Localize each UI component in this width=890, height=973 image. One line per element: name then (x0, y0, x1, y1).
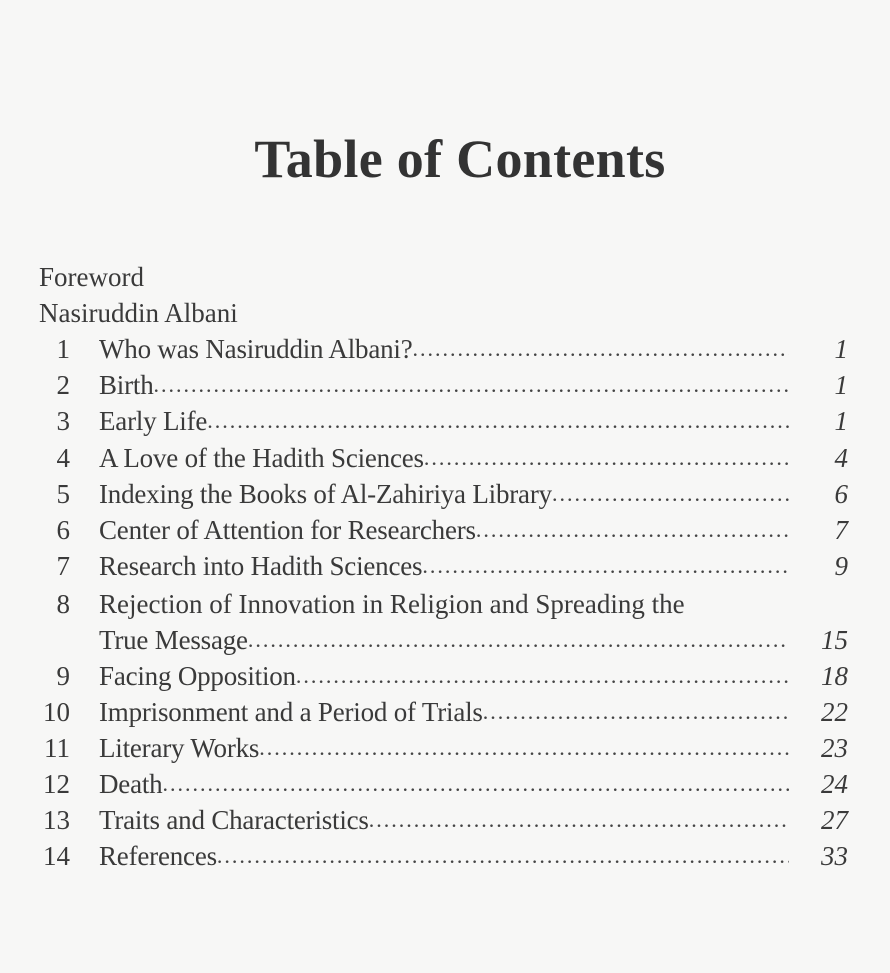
toc-entry-title: Early Life (99, 406, 208, 436)
toc-entry-title: Traits and Characteristics (99, 805, 369, 835)
dot-leader (248, 622, 789, 658)
heading-nasiruddin-albani: Nasiruddin Albani (39, 298, 238, 328)
toc-entry[interactable] (0, 331, 890, 367)
toc-entry-number: 5 (56, 479, 70, 509)
toc-entry[interactable] (0, 766, 890, 802)
toc-entry-page: 4 (834, 443, 848, 473)
toc-entry-page: 7 (834, 515, 848, 545)
toc-entry-page: 1 (834, 334, 848, 364)
toc-entry-title: Birth (99, 370, 154, 400)
dot-leader (424, 440, 789, 476)
heading-foreword: Foreword (39, 262, 144, 292)
dot-leader (369, 802, 789, 838)
toc-entry[interactable] (0, 367, 890, 403)
toc-entry-number: 14 (43, 841, 70, 871)
toc-entry-number: 6 (56, 515, 70, 545)
toc-entry[interactable] (0, 548, 890, 584)
toc-entry-page: 27 (821, 805, 848, 835)
toc-entry-page: 22 (821, 697, 848, 727)
toc-entry-title-line1: Rejection of Innovation in Religion and Spreading the (99, 589, 685, 619)
dot-leader (259, 730, 789, 766)
toc-entry-number: 13 (43, 805, 70, 835)
dot-leader (296, 658, 789, 694)
toc-entry[interactable] (0, 512, 890, 548)
toc-entry[interactable] (0, 403, 890, 439)
toc-entry-number: 1 (56, 334, 70, 364)
dot-leader (552, 476, 789, 512)
toc-entry[interactable] (0, 476, 890, 512)
toc-entry[interactable] (0, 694, 890, 730)
toc-entry-number: 10 (43, 697, 70, 727)
dot-leader (422, 548, 789, 584)
dot-leader (483, 694, 789, 730)
page-title: Table of Contents (254, 129, 666, 189)
dot-leader (476, 512, 789, 548)
toc-entry-page: 1 (834, 370, 848, 400)
toc-entry[interactable] (0, 586, 890, 658)
toc-entry-page: 9 (834, 551, 848, 581)
toc-entry-number: 4 (56, 443, 70, 473)
toc-entry-page: 1 (834, 406, 848, 436)
toc-entry-page: 18 (821, 661, 848, 691)
toc-entry-title: Who was Nasiruddin Albani? (99, 334, 413, 364)
toc-entry-page: 33 (821, 841, 848, 871)
toc-entry-number: 12 (43, 769, 70, 799)
dot-leader (207, 403, 789, 439)
toc-entry-title: A Love of the Hadith Sciences (99, 443, 424, 473)
toc-entry-page: 24 (821, 769, 848, 799)
dot-leader (413, 331, 790, 367)
toc-entry-title: True Message (99, 625, 248, 655)
toc-entry-title: References (99, 841, 217, 871)
toc-entry-number: 9 (56, 661, 70, 691)
toc-entry[interactable] (0, 658, 890, 694)
toc-entry-title: Imprisonment and a Period of Trials (99, 697, 483, 727)
toc-entry-title: Death (99, 769, 163, 799)
dot-leader (154, 367, 789, 403)
toc-entry-number: 11 (44, 733, 70, 763)
toc-entry[interactable] (0, 802, 890, 838)
toc-entry[interactable] (0, 440, 890, 476)
toc-entry-number: 7 (56, 551, 70, 581)
dot-leader (217, 838, 789, 874)
toc-entry-page: 6 (834, 479, 848, 509)
toc-entry-title: Literary Works (99, 733, 260, 763)
toc-entry[interactable] (0, 838, 890, 874)
toc-entry-title: Indexing the Books of Al-Zahiriya Library (99, 479, 552, 509)
toc-entry[interactable] (0, 730, 890, 766)
toc-entry-title: Facing Opposition (99, 661, 296, 691)
toc-entry-title: Research into Hadith Sciences (99, 551, 423, 581)
toc-entry-number: 8 (56, 589, 70, 619)
dot-leader (162, 766, 789, 802)
toc-entry-number: 2 (56, 370, 70, 400)
toc-entry-title: Center of Attention for Researchers (99, 515, 476, 545)
toc-entry-page: 23 (821, 733, 848, 763)
toc-entry-number: 3 (56, 406, 70, 436)
toc-entry-page: 15 (821, 625, 848, 655)
